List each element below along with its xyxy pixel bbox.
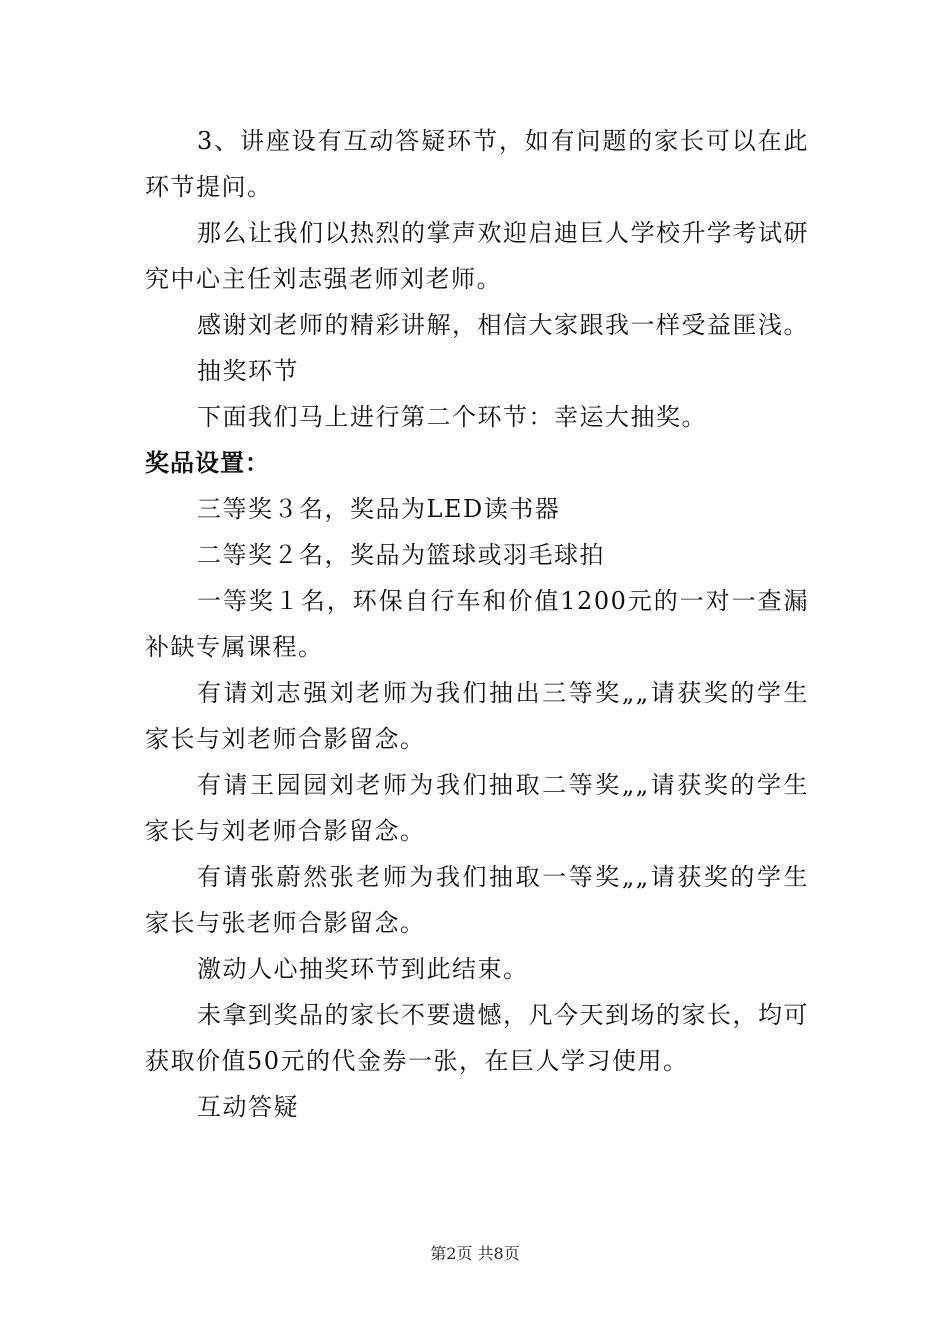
paragraph-draw-third: 有请刘志强刘老师为我们抽出三等奖„„请获奖的学生家长与刘老师合影留念。 [145, 679, 809, 753]
paragraph-qa-note: 3、讲座设有互动答疑环节，如有问题的家长可以在此环节提问。 [145, 127, 809, 201]
paragraph-draw-first: 有请张蔚然张老师为我们抽取一等奖„„请获奖的学生家长与张老师合影留念。 [145, 863, 809, 937]
paragraph-interactive-qa: 互动答疑 [197, 1093, 299, 1121]
document-body [145, 118, 809, 1130]
paragraph-lottery-intro: 下面我们马上进行第二个环节：幸运大抽奖。 [197, 403, 707, 431]
paragraph-welcome: 那么让我们以热烈的掌声欢迎启迪巨人学校升学考试研究中心主任刘志强老师刘老师。 [145, 219, 809, 293]
paragraph-thanks: 感谢刘老师的精彩讲解，相信大家跟我一样受益匪浅。 [197, 311, 809, 339]
paragraph-voucher: 未拿到奖品的家长不要遗憾，凡今天到场的家长，均可获取价值50元的代金券一张，在巨人学习使用。 [145, 1001, 809, 1075]
paragraph-first-prize: 一等奖１名，环保自行车和价值1200元的一对一查漏补缺专属课程。 [145, 587, 809, 661]
paragraph-third-prize: 三等奖３名，奖品为LED读书器 [197, 495, 561, 523]
paragraph-lottery-end: 激动人心抽奖环节到此结束。 [197, 955, 529, 983]
paragraph-lottery-title: 抽奖环节 [197, 357, 299, 385]
page-footer: 第2页 共8页 [430, 1244, 520, 1263]
paragraph-second-prize: 二等奖２名，奖品为篮球或羽毛球拍 [197, 541, 605, 569]
section-heading-prizes: 奖品设置： [145, 449, 270, 477]
paragraph-draw-second: 有请王园园刘老师为我们抽取二等奖„„请获奖的学生家长与刘老师合影留念。 [145, 771, 809, 845]
